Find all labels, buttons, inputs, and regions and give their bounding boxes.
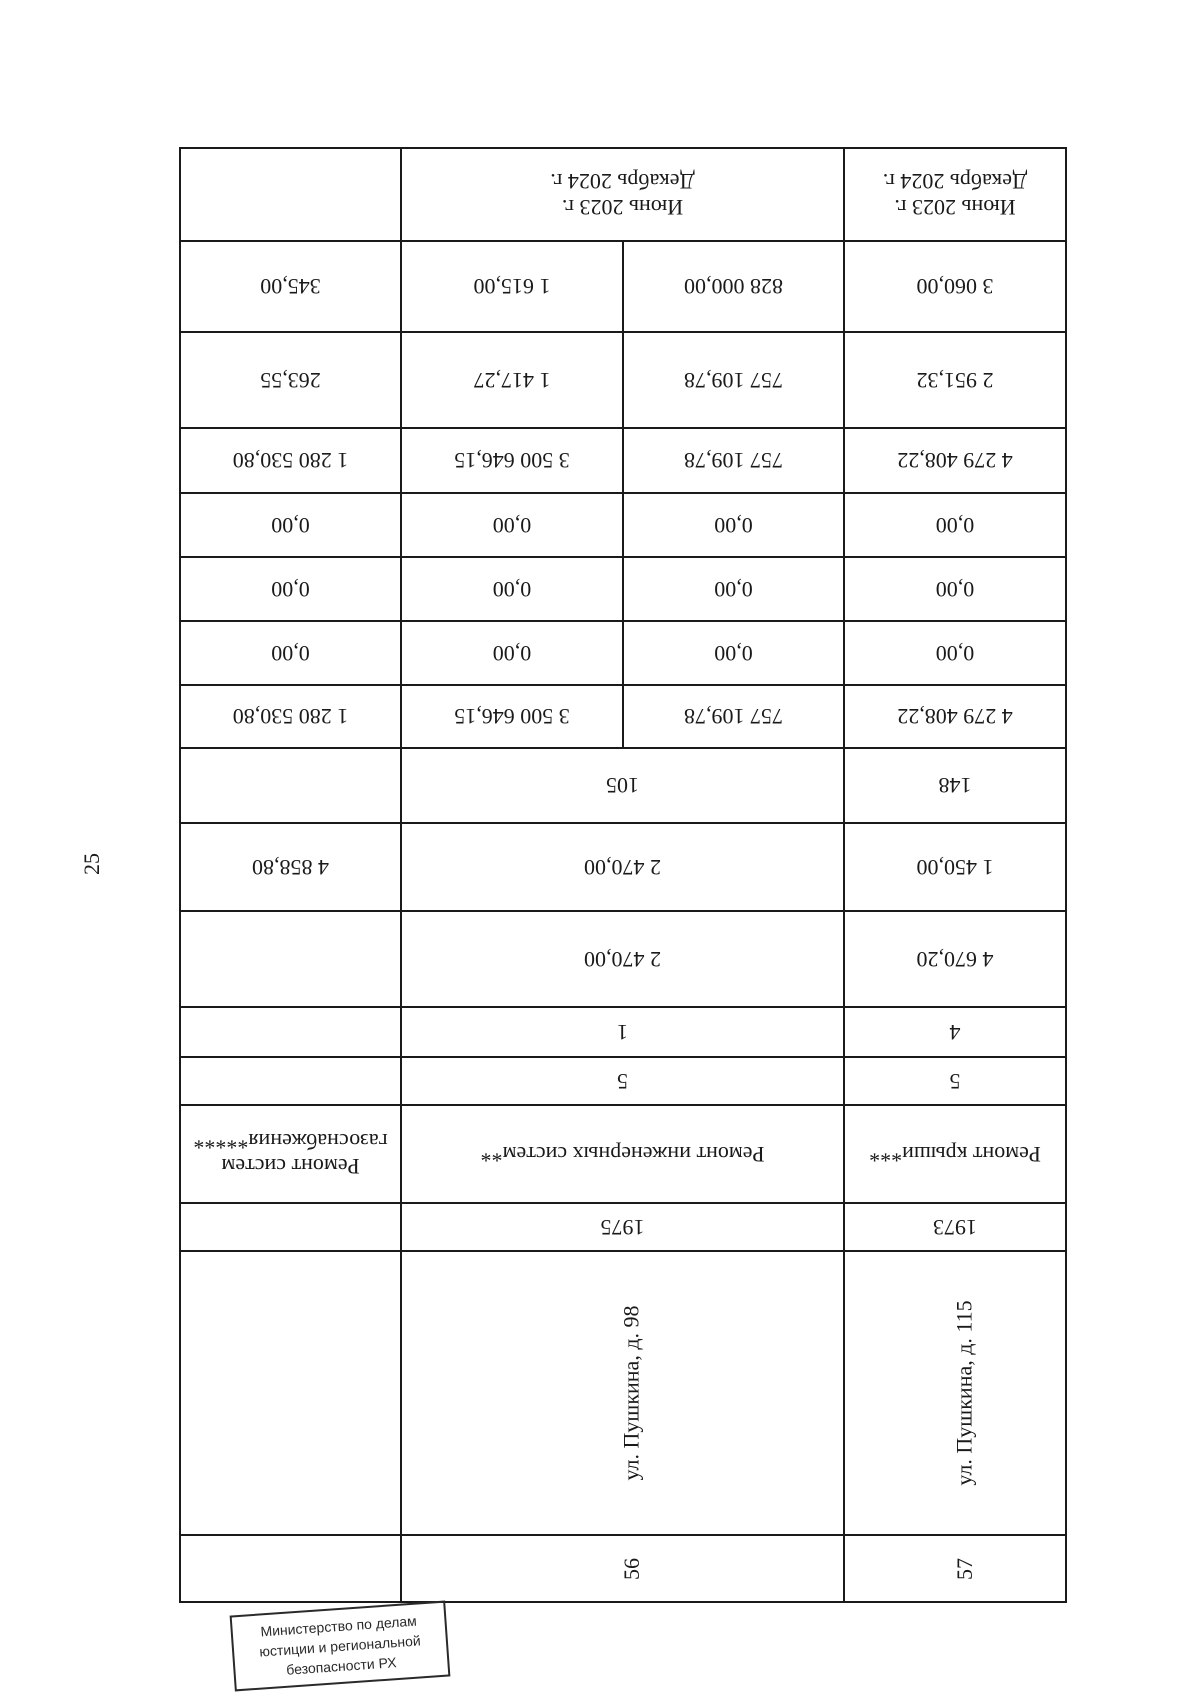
table-cell: 0,00 (714, 576, 753, 602)
page-number: 25 (79, 853, 104, 875)
table-cell: 757 109,78 (684, 704, 783, 730)
table-cell: 4 279 408,22 (897, 704, 1013, 730)
address-text: ул. Пушкина, д. 98 (619, 1305, 645, 1481)
table-cell: 0,00 (935, 576, 975, 602)
year-cell: 1973 (933, 1214, 977, 1240)
work-type-cell: Ремонт систем газоснабжения***** (193, 1129, 388, 1180)
table-cell: 757 109,78 (684, 367, 783, 393)
table-cell: 0,00 (492, 576, 532, 602)
table-cell: 345,00 (260, 274, 321, 300)
ministry-stamp (230, 1601, 451, 1692)
table-cell: 0,00 (271, 512, 310, 538)
table-cell: 148 (938, 773, 972, 799)
period-cell: Июнь 2023 г. Декабрь 2024 г. (882, 169, 1028, 220)
table-cell: 1 615,00 (473, 274, 551, 300)
work-type-cell: Ремонт крыши*** (869, 1141, 1041, 1167)
stamp-line: юстиции и региональной (258, 1632, 422, 1660)
table-border-bottom (179, 1601, 1067, 1603)
table-cell: 0,00 (492, 640, 532, 666)
address-cell (935, 1252, 995, 1534)
table-cell: 0,00 (935, 640, 975, 666)
row-number-cell (602, 1536, 662, 1601)
table-cell: 828 000,00 (684, 274, 783, 300)
table-cell: 3 500 646,15 (454, 448, 570, 474)
table-cell: 2 470,00 (584, 854, 661, 880)
table-border-right (1065, 147, 1067, 1603)
table-cell: 0,00 (714, 640, 753, 666)
table-cell: 5 (949, 1068, 961, 1094)
table-cell: 0,00 (714, 512, 753, 538)
table-cell: 3 500 646,15 (454, 704, 570, 730)
period-cell: Июнь 2023 г. Декабрь 2024 г. (550, 169, 695, 220)
row-number-cell (935, 1536, 995, 1601)
address-text: ул. Пушкина, д. 115 (952, 1300, 977, 1486)
table-cell: 4 858,80 (252, 854, 329, 880)
work-type-cell: Ремонт инженерных систем** (480, 1141, 765, 1167)
table-cell: 0,00 (935, 512, 975, 538)
table-cell: 263,55 (260, 367, 321, 393)
table-cell: 105 (606, 773, 639, 799)
table-cell: 4 279 408,22 (897, 448, 1013, 474)
table-cell: 757 109,78 (684, 448, 783, 474)
row-number: 56 (619, 1557, 644, 1580)
table-cell: 1 417,27 (473, 367, 551, 393)
row-number: 57 (952, 1557, 977, 1580)
table-cell: 0,00 (492, 512, 532, 538)
address-cell (602, 1252, 662, 1534)
table-cell: 0,00 (271, 576, 310, 602)
table-cell: 1 280 530,80 (232, 448, 349, 474)
table-cell: 1 280 530,80 (232, 704, 349, 730)
table-cell: 1 (617, 1019, 628, 1045)
table-cell: 3 060,00 (916, 274, 994, 300)
table-cell: 0,00 (271, 640, 310, 666)
table-cell: 4 (949, 1019, 961, 1045)
table-cell: 1 450,00 (916, 854, 994, 880)
stamp-line: безопасности РХ (285, 1654, 398, 1678)
stamp-line: Министерство по делам (259, 1612, 418, 1640)
table-cell: 4 670,20 (916, 946, 994, 972)
table-cell: 5 (617, 1068, 628, 1094)
table-cell: 2 470,00 (584, 946, 661, 972)
table-cell: 2 951,32 (916, 367, 994, 393)
year-cell: 1975 (600, 1214, 645, 1240)
